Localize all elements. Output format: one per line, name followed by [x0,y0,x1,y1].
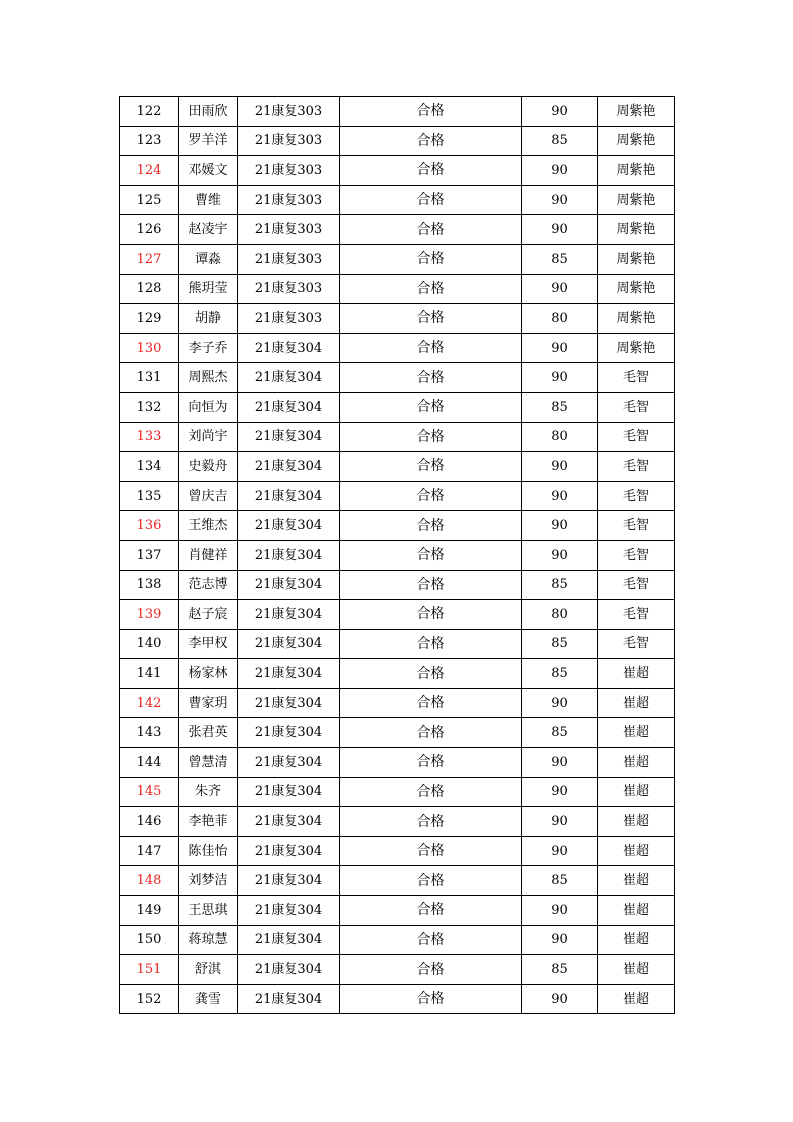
score-cell: 80 [522,422,598,452]
class-cell: 21康复304 [238,511,340,541]
result-cell: 合格 [340,629,522,659]
row-number-cell: 139 [120,600,179,630]
score-cell: 85 [522,126,598,156]
table-row [120,600,675,630]
table-row [120,925,675,955]
class-cell: 21康复304 [238,748,340,778]
teacher-cell: 周紫艳 [598,156,675,186]
score-cell: 90 [522,925,598,955]
class-cell: 21康复304 [238,896,340,926]
table-row [120,422,675,452]
result-cell: 合格 [340,392,522,422]
score-cell: 90 [522,452,598,482]
class-cell: 21康复304 [238,392,340,422]
student-name-cell: 谭淼 [179,244,238,274]
score-cell: 90 [522,185,598,215]
score-cell: 85 [522,659,598,689]
table-row [120,97,675,127]
class-cell: 21康复303 [238,156,340,186]
score-cell: 90 [522,748,598,778]
table-row [120,156,675,186]
student-name-cell: 范志博 [179,570,238,600]
class-cell: 21康复304 [238,688,340,718]
score-cell: 90 [522,896,598,926]
class-cell: 21康复304 [238,836,340,866]
table-row [120,363,675,393]
student-name-cell: 舒淇 [179,955,238,985]
teacher-cell: 周紫艳 [598,97,675,127]
class-cell: 21康复304 [238,452,340,482]
row-number-cell: 124 [120,156,179,186]
row-number-cell: 144 [120,748,179,778]
row-number-cell: 152 [120,984,179,1014]
row-number-cell: 133 [120,422,179,452]
score-cell: 85 [522,866,598,896]
student-name-cell: 陈佳怡 [179,836,238,866]
table-row [120,333,675,363]
result-cell: 合格 [340,304,522,334]
result-cell: 合格 [340,600,522,630]
class-cell: 21康复303 [238,97,340,127]
student-name-cell: 肖健祥 [179,540,238,570]
row-number-cell: 138 [120,570,179,600]
result-cell: 合格 [340,481,522,511]
student-name-cell: 曹家玥 [179,688,238,718]
table-row [120,836,675,866]
teacher-cell: 毛智 [598,422,675,452]
table-row [120,274,675,304]
teacher-cell: 周紫艳 [598,215,675,245]
class-cell: 21康复304 [238,718,340,748]
result-cell: 合格 [340,215,522,245]
student-name-cell: 曾慧清 [179,748,238,778]
table-row [120,748,675,778]
score-cell: 85 [522,392,598,422]
score-cell: 90 [522,777,598,807]
class-cell: 21康复303 [238,126,340,156]
row-number-cell: 149 [120,896,179,926]
class-cell: 21康复304 [238,629,340,659]
student-name-cell: 王思琪 [179,896,238,926]
class-cell: 21康复304 [238,363,340,393]
student-name-cell: 李子乔 [179,333,238,363]
teacher-cell: 崔超 [598,925,675,955]
table-row [120,392,675,422]
table-row [120,866,675,896]
row-number-cell: 146 [120,807,179,837]
class-cell: 21康复304 [238,422,340,452]
score-cell: 90 [522,363,598,393]
class-cell: 21康复304 [238,333,340,363]
table-row [120,629,675,659]
score-cell: 90 [522,215,598,245]
teacher-cell: 周紫艳 [598,126,675,156]
table-row [120,304,675,334]
class-cell: 21康复304 [238,659,340,689]
student-name-cell: 赵子宸 [179,600,238,630]
teacher-cell: 毛智 [598,570,675,600]
result-cell: 合格 [340,777,522,807]
result-cell: 合格 [340,836,522,866]
table-row [120,215,675,245]
class-cell: 21康复304 [238,955,340,985]
result-cell: 合格 [340,363,522,393]
result-cell: 合格 [340,807,522,837]
row-number-cell: 150 [120,925,179,955]
teacher-cell: 崔超 [598,866,675,896]
row-number-cell: 147 [120,836,179,866]
row-number-cell: 135 [120,481,179,511]
class-cell: 21康复304 [238,481,340,511]
table-row [120,777,675,807]
student-name-cell: 蒋琼慧 [179,925,238,955]
student-name-cell: 史毅舟 [179,452,238,482]
row-number-cell: 136 [120,511,179,541]
result-cell: 合格 [340,955,522,985]
row-number-cell: 137 [120,540,179,570]
student-name-cell: 赵凌宇 [179,215,238,245]
class-cell: 21康复304 [238,984,340,1014]
class-cell: 21康复304 [238,807,340,837]
teacher-cell: 毛智 [598,392,675,422]
score-cell: 80 [522,304,598,334]
student-name-cell: 田雨欣 [179,97,238,127]
score-cell: 90 [522,836,598,866]
row-number-cell: 130 [120,333,179,363]
score-cell: 90 [522,511,598,541]
score-cell: 90 [522,807,598,837]
row-number-cell: 134 [120,452,179,482]
result-cell: 合格 [340,97,522,127]
student-name-cell: 向恒为 [179,392,238,422]
row-number-cell: 123 [120,126,179,156]
row-number-cell: 141 [120,659,179,689]
table-row [120,511,675,541]
teacher-cell: 毛智 [598,629,675,659]
result-cell: 合格 [340,244,522,274]
row-number-cell: 140 [120,629,179,659]
result-cell: 合格 [340,925,522,955]
teacher-cell: 崔超 [598,748,675,778]
student-results-table [119,96,675,1014]
teacher-cell: 崔超 [598,836,675,866]
student-name-cell: 朱齐 [179,777,238,807]
class-cell: 21康复303 [238,274,340,304]
score-cell: 85 [522,629,598,659]
score-cell: 85 [522,570,598,600]
student-name-cell: 王维杰 [179,511,238,541]
student-name-cell: 曹维 [179,185,238,215]
score-cell: 90 [522,540,598,570]
row-number-cell: 125 [120,185,179,215]
table-row [120,896,675,926]
score-cell: 90 [522,984,598,1014]
class-cell: 21康复304 [238,866,340,896]
teacher-cell: 崔超 [598,777,675,807]
class-cell: 21康复304 [238,600,340,630]
student-name-cell: 邓媛文 [179,156,238,186]
class-cell: 21康复304 [238,925,340,955]
row-number-cell: 126 [120,215,179,245]
class-cell: 21康复303 [238,304,340,334]
teacher-cell: 周紫艳 [598,185,675,215]
student-name-cell: 李甲权 [179,629,238,659]
score-cell: 90 [522,156,598,186]
result-cell: 合格 [340,866,522,896]
table-body [120,97,675,1014]
result-cell: 合格 [340,185,522,215]
result-cell: 合格 [340,126,522,156]
row-number-cell: 132 [120,392,179,422]
score-cell: 85 [522,955,598,985]
result-cell: 合格 [340,688,522,718]
teacher-cell: 毛智 [598,540,675,570]
teacher-cell: 崔超 [598,807,675,837]
table-row [120,807,675,837]
teacher-cell: 毛智 [598,600,675,630]
result-cell: 合格 [340,452,522,482]
teacher-cell: 崔超 [598,896,675,926]
class-cell: 21康复303 [238,244,340,274]
table-row [120,659,675,689]
table-row [120,126,675,156]
student-name-cell: 龚雪 [179,984,238,1014]
result-cell: 合格 [340,274,522,304]
teacher-cell: 周紫艳 [598,274,675,304]
class-cell: 21康复304 [238,540,340,570]
score-cell: 90 [522,274,598,304]
teacher-cell: 毛智 [598,481,675,511]
score-cell: 90 [522,688,598,718]
teacher-cell: 周紫艳 [598,333,675,363]
table-row [120,688,675,718]
student-name-cell: 胡静 [179,304,238,334]
row-number-cell: 127 [120,244,179,274]
row-number-cell: 151 [120,955,179,985]
teacher-cell: 崔超 [598,688,675,718]
row-number-cell: 122 [120,97,179,127]
score-cell: 90 [522,97,598,127]
teacher-cell: 毛智 [598,452,675,482]
score-cell: 80 [522,600,598,630]
score-cell: 85 [522,244,598,274]
teacher-cell: 崔超 [598,718,675,748]
student-name-cell: 周熙杰 [179,363,238,393]
row-number-cell: 142 [120,688,179,718]
result-cell: 合格 [340,540,522,570]
result-cell: 合格 [340,156,522,186]
table-row [120,244,675,274]
table-row [120,452,675,482]
table-row [120,540,675,570]
row-number-cell: 131 [120,363,179,393]
student-name-cell: 张君英 [179,718,238,748]
class-cell: 21康复304 [238,777,340,807]
student-name-cell: 熊玥莹 [179,274,238,304]
teacher-cell: 周紫艳 [598,304,675,334]
class-cell: 21康复303 [238,215,340,245]
result-cell: 合格 [340,570,522,600]
score-cell: 85 [522,718,598,748]
teacher-cell: 周紫艳 [598,244,675,274]
student-name-cell: 罗羊洋 [179,126,238,156]
row-number-cell: 145 [120,777,179,807]
student-name-cell: 曾庆吉 [179,481,238,511]
table-row [120,955,675,985]
row-number-cell: 129 [120,304,179,334]
teacher-cell: 崔超 [598,955,675,985]
result-cell: 合格 [340,984,522,1014]
row-number-cell: 143 [120,718,179,748]
table-row [120,185,675,215]
table-row [120,984,675,1014]
student-name-cell: 刘尚宇 [179,422,238,452]
teacher-cell: 崔超 [598,984,675,1014]
result-cell: 合格 [340,511,522,541]
result-cell: 合格 [340,896,522,926]
student-name-cell: 杨家林 [179,659,238,689]
class-cell: 21康复303 [238,185,340,215]
result-cell: 合格 [340,422,522,452]
teacher-cell: 毛智 [598,511,675,541]
table-row [120,570,675,600]
score-cell: 90 [522,333,598,363]
teacher-cell: 崔超 [598,659,675,689]
class-cell: 21康复304 [238,570,340,600]
teacher-cell: 毛智 [598,363,675,393]
result-cell: 合格 [340,333,522,363]
result-cell: 合格 [340,748,522,778]
score-cell: 90 [522,481,598,511]
student-name-cell: 李艳菲 [179,807,238,837]
table-row [120,718,675,748]
result-cell: 合格 [340,718,522,748]
table-row [120,481,675,511]
result-cell: 合格 [340,659,522,689]
row-number-cell: 148 [120,866,179,896]
row-number-cell: 128 [120,274,179,304]
student-name-cell: 刘梦洁 [179,866,238,896]
